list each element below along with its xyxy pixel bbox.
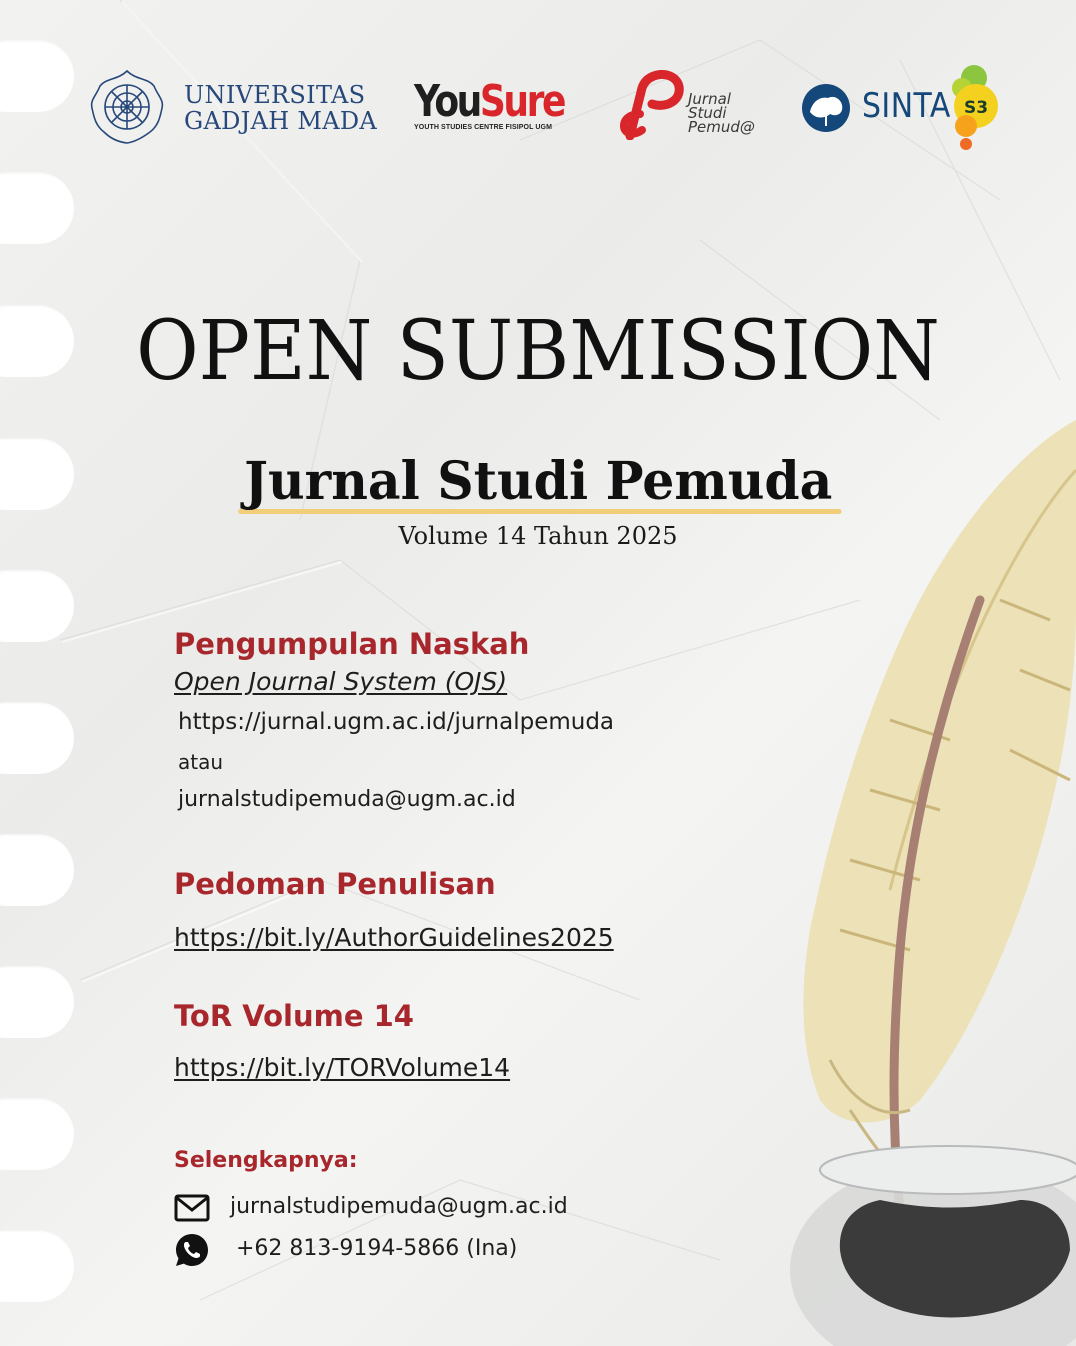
jsp-line3: Pemud@ bbox=[688, 118, 755, 136]
sinta-badge-label: S3 bbox=[963, 98, 989, 118]
contact-phone[interactable]: +62 813-9194-5866 (Ina) bbox=[236, 1236, 518, 1261]
jsp-line1: Jurnal bbox=[688, 90, 731, 108]
guidelines-heading: Pedoman Penulisan bbox=[174, 867, 496, 901]
yousure-tagline: YOUTH STUDIES CENTRE FISIPOL UGM bbox=[414, 124, 553, 131]
journal-block bbox=[0, 448, 1076, 516]
guidelines-section bbox=[174, 866, 614, 958]
contact-email-row[interactable] bbox=[174, 1190, 594, 1230]
yousure-logo bbox=[414, 78, 566, 138]
journal-name: Jurnal Studi Pemuda bbox=[243, 451, 833, 512]
sinta-s3-badge bbox=[942, 64, 998, 154]
volume-line: Volume 14 Tahun 2025 bbox=[398, 522, 678, 550]
submission-section bbox=[174, 626, 614, 818]
ojs-url[interactable]: https://jurnal.ugm.ac.id/jurnalpemuda bbox=[178, 709, 615, 735]
logo-bar bbox=[0, 60, 1076, 160]
tor-section bbox=[174, 998, 510, 1088]
envelope-icon bbox=[174, 1190, 210, 1226]
quill-feather-illustration bbox=[770, 410, 1076, 1346]
notebook-holes bbox=[0, 0, 80, 1346]
jsp-line2: Studi bbox=[688, 104, 727, 122]
sinta-globe-icon bbox=[800, 82, 852, 134]
contact-phone-row[interactable] bbox=[174, 1232, 518, 1272]
tor-link[interactable]: https://bit.ly/TORVolume14 bbox=[174, 1053, 511, 1082]
journal-name-wrapper bbox=[244, 448, 832, 516]
more-heading: Selengkapnya: bbox=[174, 1148, 358, 1173]
guidelines-link[interactable]: https://bit.ly/AuthorGuidelines2025 bbox=[174, 923, 614, 952]
ugm-line1: UNIVERSITAS bbox=[184, 81, 366, 109]
jurnal-studi-pemuda-logo bbox=[616, 70, 786, 150]
ojs-link[interactable]: Open Journal System (OJS) bbox=[174, 667, 508, 696]
sinta-word: SINTA bbox=[862, 86, 951, 126]
ugm-line2: GADJAH MADA bbox=[184, 107, 378, 135]
yousure-sure: Sure bbox=[479, 76, 565, 127]
or-label: atau bbox=[178, 750, 224, 774]
jsp-mark-icon bbox=[616, 70, 692, 140]
more-info-section bbox=[174, 1146, 358, 1176]
yousure-you: You bbox=[414, 76, 480, 127]
tor-heading: ToR Volume 14 bbox=[174, 999, 414, 1033]
page-title: OPEN SUBMISSION bbox=[136, 304, 940, 399]
sinta-logo bbox=[800, 64, 1000, 156]
contact-email[interactable]: jurnalstudipemuda@ugm.ac.id bbox=[230, 1194, 568, 1219]
ugm-seal-icon bbox=[88, 68, 166, 146]
submission-email[interactable]: jurnalstudipemuda@ugm.ac.id bbox=[178, 787, 516, 812]
ugm-logo bbox=[88, 68, 378, 148]
submission-heading: Pengumpulan Naskah bbox=[174, 627, 530, 661]
whatsapp-icon bbox=[174, 1232, 210, 1268]
